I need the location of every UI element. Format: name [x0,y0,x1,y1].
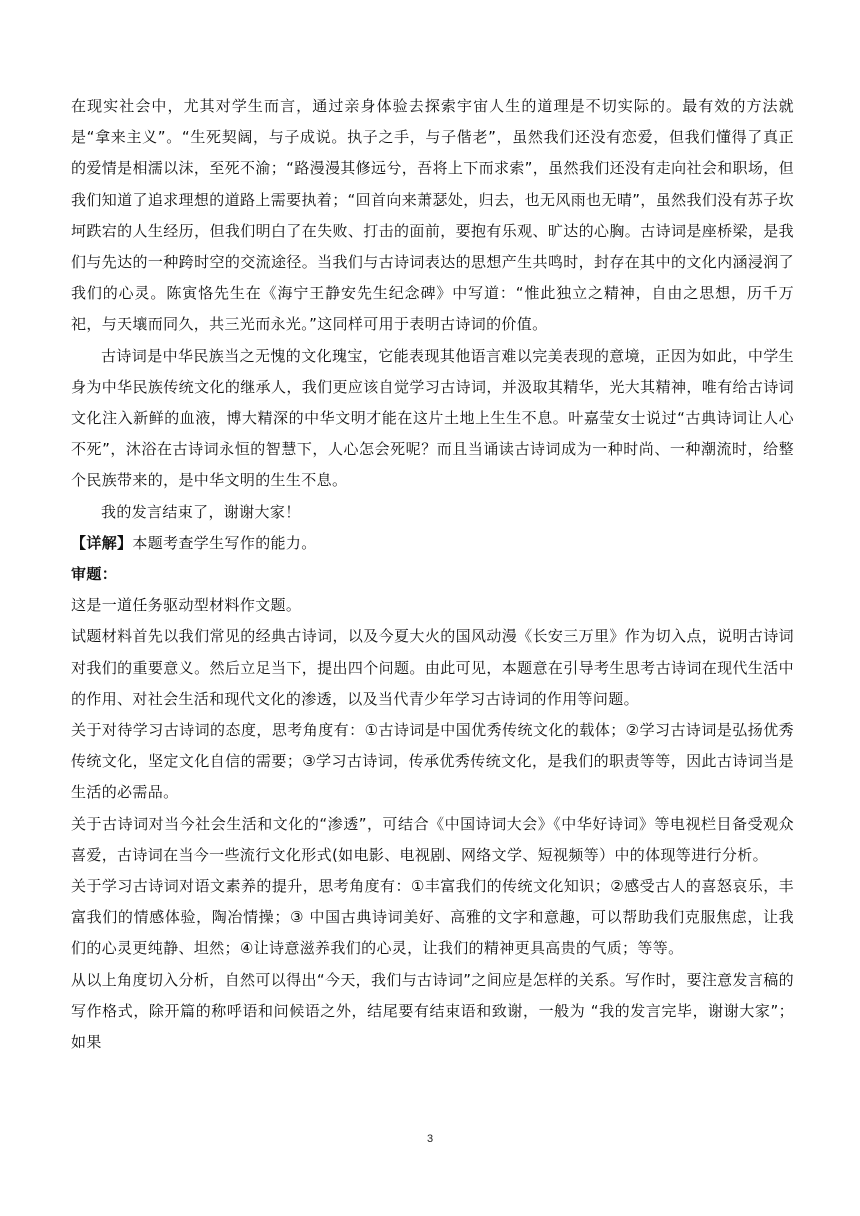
review-heading: 审题： [71,565,118,584]
detail-label: 【详解】 [71,533,133,552]
essay-paragraph-2: 古诗词是中华民族当之无愧的文化瑰宝，它能表现其他语言难以完美表现的意境，正因为如此，中学生身为中华民族传统文化的继承人，我们更应该自觉学习古诗词，并汲取其精华，光大其精神，唯有给古诗词文化注入新鲜的血液，博大精深的中华文明才能在这片土地上生生不息。叶嘉莹女士说过“古典诗词让人心不死”，沐浴在古诗词永恒的智慧下，人心怎会死呢？而且当诵读古诗词成为一种时尚、一种潮流时，给整个民族带来的，是中华文明的生生不息。 [71,346,794,490]
essay-paragraph-1: 在现实社会中，尤其对学生而言，通过亲身体验去探索宇宙人生的道理是不切实际的。最有效的方法就是“拿来主义”。“生死契阔，与子成说。执子之手，与子偕老”，虽然我们还没有恋爱，但我们懂得了真正的爱情是相濡以沫，至死不渝；“路漫漫其修远兮，吾将上下而求索”，虽然我们还没有走向社会和职场，但我们知道了追求理想的道路上需要执着；“回首向来萧瑟处，归去，也无风雨也无晴”，虽然我们没有苏子坎坷跌宕的人生经历，但我们明白了在失败、打击的面前，要抱有乐观、旷达的心胸。古诗词是座桥梁，是我们与先达的一种跨时空的交流途径。当我们与古诗词表达的思想产生共鸣时，封存在其中的文化内涵浸润了我们的心灵。陈寅恪先生在《海宁王静安先生纪念碑》中写道：“惟此独立之精神，自由之思想，历千万祀，与天壤而同久，共三光而永光。”这同样可用于表明古诗词的价值。 [71,97,794,334]
analysis-paragraph-6: 从以上角度切入分析，自然可以得出“今天，我们与古诗词”之间应是怎样的关系。写作时，要注意发言稿的写作格式，除开篇的称呼语和问候语之外，结尾要有结束语和致谢，一般为 “我的发言完毕，谢谢大家”；如果 [71,970,794,1052]
detail-line [71,528,794,559]
page-content [71,91,794,1058]
analysis-paragraph-2: 试题材料首先以我们常见的经典古诗词，以及今夏大火的国风动漫《长安三万里》作为切入点，说明古诗词对我们的重要意义。然后立足当下，提出四个问题。由此可见，本题意在引导考生思考古诗词在现代生活中的作用、对社会生活和现代文化的渗透，以及当代青少年学习古诗词的作用等问题。 [71,627,794,708]
analysis-paragraph-4: 关于古诗词对当今社会生活和文化的“渗透”，可结合《中国诗词大会》《中华好诗词》等电视栏目备受观众喜爱，古诗词在当今一些流行文化形式(如电影、电视剧、网络文学、短视频等）中的体现等进行分析。 [71,814,794,864]
page-number: 3 [426,1133,434,1145]
essay-closing-line: 我的发言结束了，谢谢大家！ [101,502,301,521]
detail-text: 本题考查学生写作的能力。 [132,533,317,552]
analysis-paragraph-5: 关于学习古诗词对语文素养的提升，思考角度有：①丰富我们的传统文化知识；②感受古人的喜怒哀乐，丰富我们的情感体验，陶冶情操；③ 中国古典诗词美好、高雅的文字和意趣，可以帮助我们克服焦虑，让我们的心灵更纯静、坦然；④让诗意滋养我们的心灵，让我们的精神更具高贵的气质；等等。 [71,877,794,958]
analysis-paragraph-3: 关于对待学习古诗词的态度，思考角度有：①古诗词是中国优秀传统文化的载体；②学习古诗词是弘扬优秀传统文化，坚定文化自信的需要；③学习古诗词，传承优秀传统文化，是我们的职责等等，因此古诗词当是生活的必需品。 [71,721,794,802]
analysis-paragraph-1: 这是一道任务驱动型材料作文题。 [71,596,302,615]
